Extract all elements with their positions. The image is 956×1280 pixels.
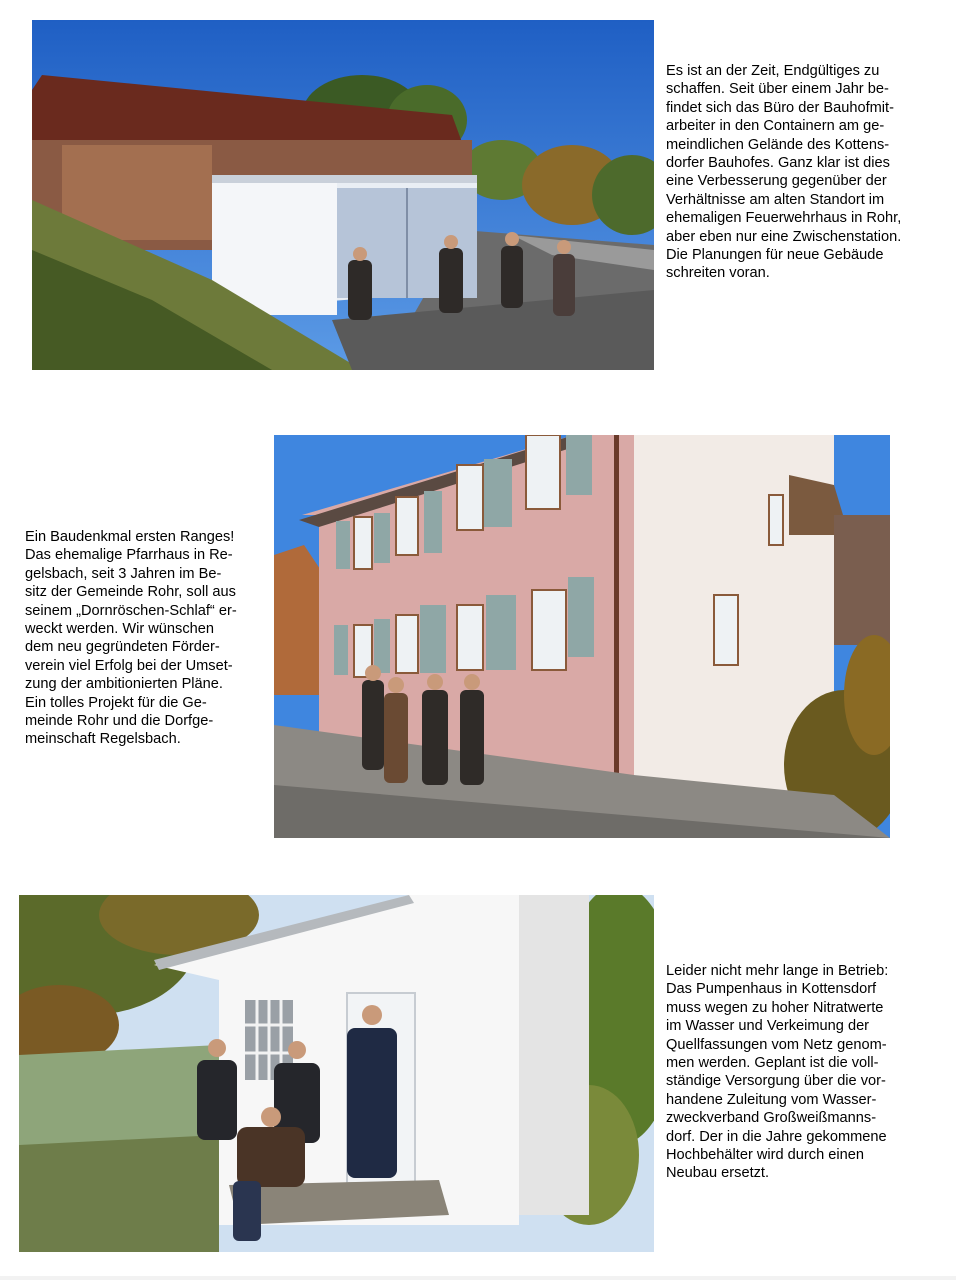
text-line: Quellfassungen vom Netz genom- <box>666 1036 887 1053</box>
text-line: Es ist an der Zeit, Endgültiges zu <box>666 63 880 79</box>
text-line: schaffen. Seit über einem Jahr be- <box>666 81 889 98</box>
text-line: Ein Baudenkmal ersten Ranges! <box>25 529 235 545</box>
text-line: gelsbach, seit 3 Jahren im Be- <box>25 565 222 582</box>
text-line: dem neu gegründeten Förder- <box>25 639 220 656</box>
text-line: aber eben nur eine Zwischenstation. <box>666 228 902 245</box>
text-line: men werden. Geplant ist die voll- <box>666 1055 879 1072</box>
photo-pumpenhaus <box>19 895 654 1252</box>
text-line: Die Planungen für neue Gebäude <box>666 247 884 264</box>
photo-bauhof-containers <box>32 20 654 370</box>
text-line: verein viel Erfolg bei der Umset- <box>25 657 233 674</box>
text-line: Leider nicht mehr lange in Betrieb: <box>666 963 889 979</box>
text-line: meinde Rohr und die Dorfge- <box>25 713 214 730</box>
text-line: seinem „Dornröschen-Schlaf“ er- <box>25 602 237 619</box>
text-line: eine Verbesserung gegenüber der <box>666 173 887 190</box>
text-pfarrhaus <box>25 528 237 749</box>
text-line: muss wegen zu hoher Nitratwerte <box>666 999 884 1016</box>
text-pumpenhaus <box>666 962 888 1183</box>
text-line: dorf. Der in die Jahre gekommene <box>666 1128 887 1145</box>
text-line: schreiten voran. <box>666 265 770 282</box>
text-line: handene Zuleitung vom Wasser- <box>666 1091 877 1108</box>
text-line: ehemaligen Feuerwehrhaus in Rohr, <box>666 210 902 227</box>
text-line: Neubau ersetzt. <box>666 1165 770 1182</box>
page-bottom-edge <box>0 1276 956 1280</box>
photo-pfarrhaus <box>274 435 890 838</box>
text-line: sitz der Gemeinde Rohr, soll aus <box>25 584 236 601</box>
text-bauhof <box>666 62 901 283</box>
text-line: Ein tolles Projekt für die Ge- <box>25 694 207 711</box>
text-line: zung der ambitionierten Pläne. <box>25 676 223 693</box>
text-line: Verhältnisse am alten Standort im <box>666 191 885 208</box>
text-line: im Wasser und Verkeimung der <box>666 1018 870 1035</box>
text-line: weckt werden. Wir wünschen <box>25 621 214 638</box>
text-line: ständige Versorgung über die vor- <box>666 1073 886 1090</box>
text-line: zweckverband Großweißmanns- <box>666 1110 877 1127</box>
text-line: arbeiter in den Containern am ge- <box>666 118 885 135</box>
text-line: findet sich das Büro der Bauhofmit- <box>666 99 894 116</box>
text-line: Das Pumpenhaus in Kottensdorf <box>666 981 877 998</box>
text-line: Hochbehälter wird durch einen <box>666 1147 864 1164</box>
text-line: dorfer Bauhofes. Ganz klar ist dies <box>666 155 890 172</box>
text-line: Das ehemalige Pfarrhaus in Re- <box>25 547 233 564</box>
text-line: meinschaft Regelsbach. <box>25 731 181 748</box>
text-line: meindlichen Gelände des Kottens- <box>666 136 890 153</box>
